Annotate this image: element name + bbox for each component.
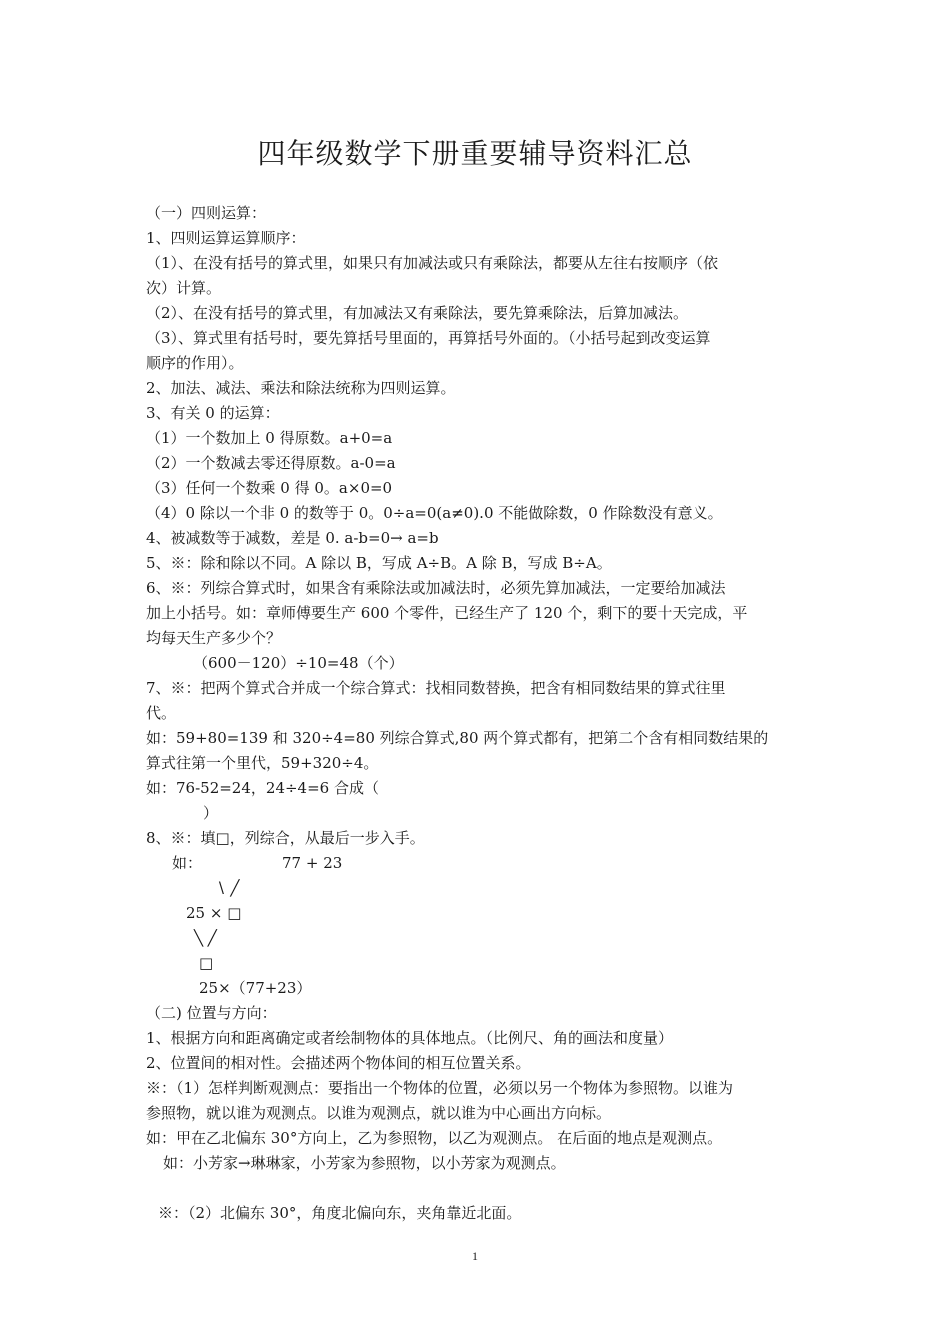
text-line: 代。 (146, 704, 177, 722)
text-line: 如：小芳家→琳琳家，小芳家为参照物，以小芳家为观测点。 (163, 1154, 566, 1172)
text-line: 算式往第一个里代，59+320÷4。 (146, 754, 379, 772)
text-line: 1、四则运算运算顺序： (146, 229, 306, 247)
section-heading-arithmetic: （一）四则运算： (146, 204, 267, 222)
text-line: （2）、在没有括号的算式里，有加减法又有乘除法，要先算乘除法，后算加减法。 (146, 304, 689, 322)
text-line: 7、※：把两个算式合并成一个综合算式：找相同数替换，把含有相同数结果的算式往里 (146, 679, 726, 697)
text-line: 顺序的作用）。 (146, 354, 244, 372)
text-line: 2、加法、减法、乘法和除法统称为四则运算。 (146, 379, 456, 397)
text-line: 5、※：除和除以不同。A 除以 B，写成 A÷B。A 除 B，写成 B÷A。 (146, 554, 612, 572)
text-line: 加上小括号。如：章师傅要生产 600 个零件，已经生产了 120 个，剩下的要十天完成，平 (146, 604, 748, 622)
text-line: （3）任何一个数乘 0 得 0。a×0=0 (146, 479, 393, 497)
example-label: 如： (172, 854, 203, 872)
text-line: 如：59+80=139 和 320÷4=80 列综合算式,80 两个算式都有，把第二个含有相同数结果的 (146, 729, 769, 747)
diagram-middle-expression: 25 × □ (186, 904, 242, 922)
text-line: （4）0 除以一个非 0 的数等于 0。0÷a=0(a≠0).0 不能做除数，0 作除数没有意义。 (146, 504, 723, 522)
text-line: 如：甲在乙北偏东 30°方向上，乙为参照物，以乙为观测点。 在后面的地点是观测点。 (146, 1129, 723, 1147)
text-line: 均每天生产多少个？ (146, 629, 282, 647)
text-line: 1、根据方向和距离确定或者绘制物体的具体地点。（比例尺、角的画法和度量） (146, 1029, 674, 1047)
text-line: ※：（2）北偏东 30°，角度北偏向东，夹角靠近北面。 (158, 1204, 522, 1222)
text-line: 3、有关 0 的运算： (146, 404, 280, 422)
text-line: 次）计算。 (146, 279, 222, 297)
diagram-connector: ╲ ╱ (194, 929, 217, 947)
text-line: 2、位置间的相对性。会描述两个物体间的相互位置关系。 (146, 1054, 531, 1072)
diagram-top-expression: 77 + 23 (282, 854, 343, 872)
text-line: 4、被减数等于减数，差是 0. a-b=0→ a=b (146, 529, 439, 547)
text-line: （3）、算式里有括号时，要先算括号里面的，再算括号外面的。（小括号起到改变运算 (146, 329, 711, 347)
text-line: 8、※：填□，列综合，从最后一步入手。 (146, 829, 425, 847)
text-line: （1）、在没有括号的算式里，如果只有加减法或只有乘除法，都要从左往右按顺序（依 (146, 254, 719, 272)
text-line: （2）一个数减去零还得原数。a-0=a (146, 454, 396, 472)
diagram-connector: ∖ ╱ (216, 879, 240, 897)
document-title: 四年级数学下册重要辅导资料汇总 (257, 137, 693, 170)
diagram-combined-expression: 25×（77+23） (199, 979, 312, 997)
text-line: ※：（1）怎样判断观测点：要指出一个物体的位置，必须以另一个物体为参照物。以谁为 (146, 1079, 734, 1097)
diagram-result-box: □ (199, 954, 214, 972)
text-line: ） (203, 804, 219, 822)
text-line: （1）一个数加上 0 得原数。a+0=a (146, 429, 393, 447)
text-line: 6、※：列综合算式时，如果含有乘除法或加减法时，必须先算加减法，一定要给加减法 (146, 579, 726, 597)
text-line: （600－120）÷10=48（个） (193, 654, 404, 672)
page-number: 1 (472, 1249, 478, 1263)
text-line: 如：76-52=24，24÷4=6 合成（ (146, 779, 379, 797)
section-heading-position: （二) 位置与方向： (146, 1004, 277, 1022)
text-line: 参照物，就以谁为观测点。以谁为观测点，就以谁为中心画出方向标。 (146, 1104, 612, 1122)
